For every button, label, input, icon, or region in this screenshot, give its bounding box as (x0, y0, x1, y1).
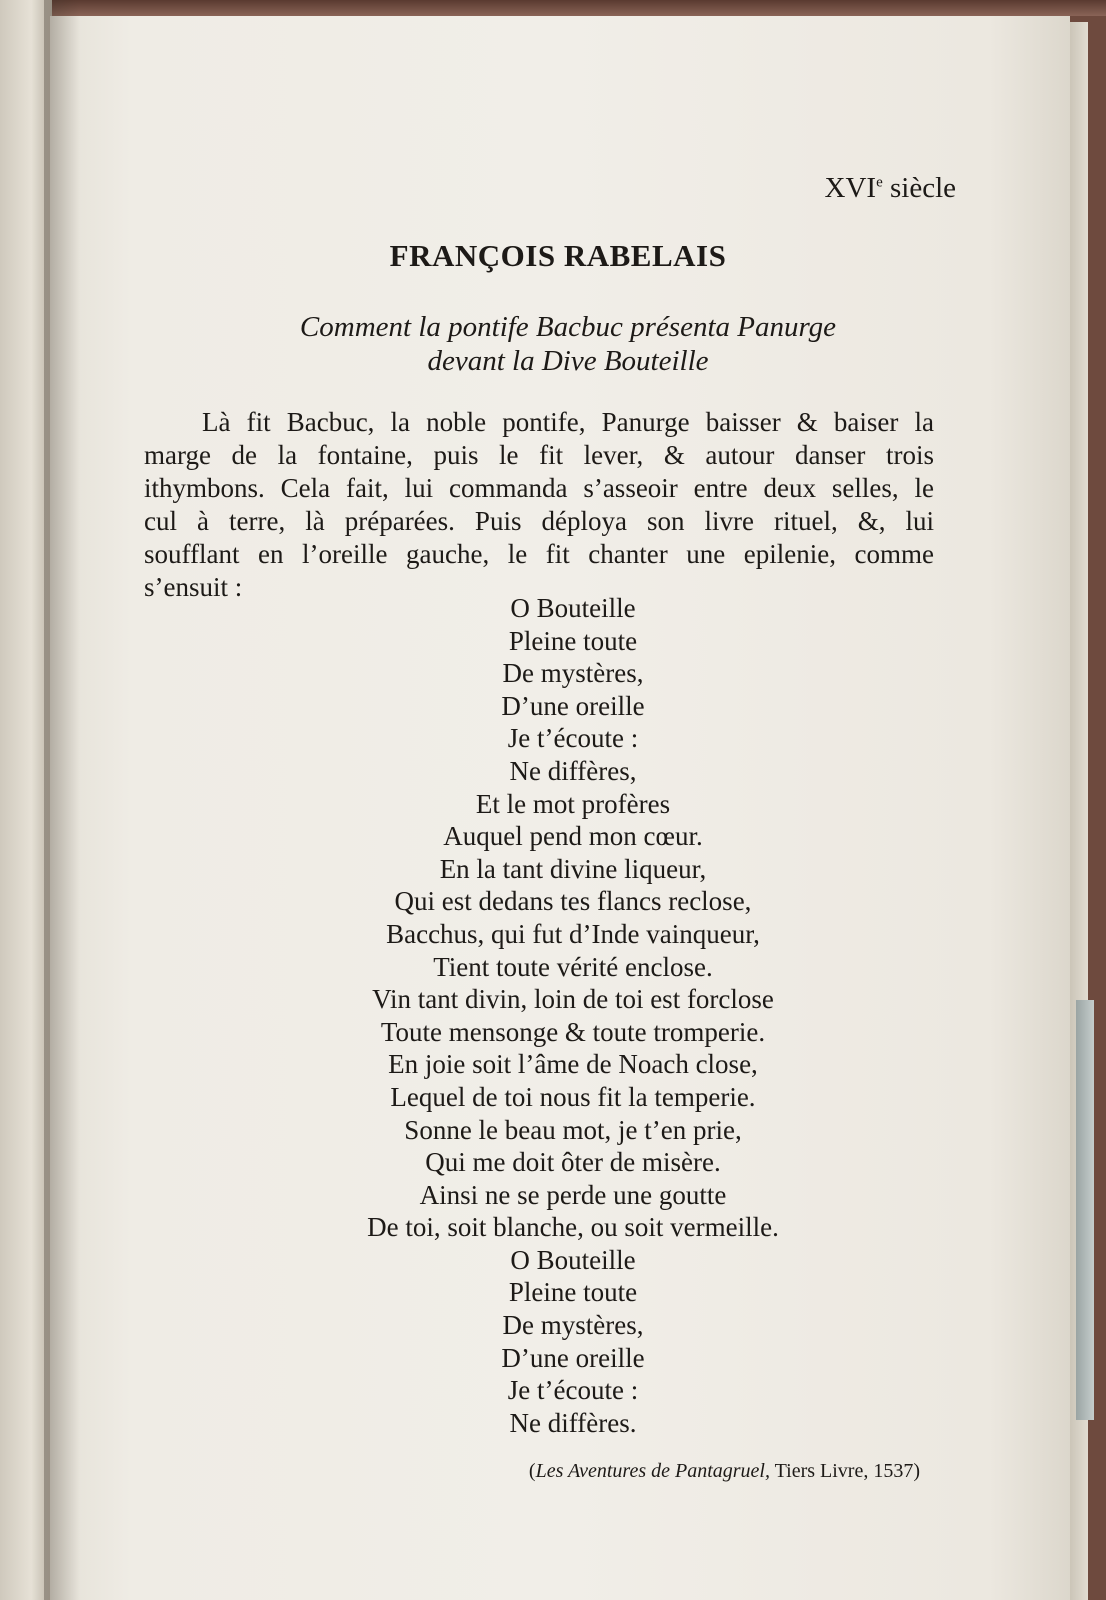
poem-line: Lequel de toi nous fit la temperie. (390, 1081, 756, 1112)
paragraph-line: s’ensuit : (144, 572, 243, 602)
source-citation (529, 1460, 920, 1483)
poem-line: Qui me doit ôter de misère. (425, 1147, 721, 1178)
poem-line: Je t’écoute : (507, 723, 639, 754)
author-title: FRANÇOIS RABELAIS (389, 238, 727, 273)
poem-line: Ne diffères, (509, 755, 637, 786)
century-numeral: XVI (824, 172, 877, 204)
poem-line: En joie soit l’âme de Noach close, (388, 1049, 758, 1080)
century-superscript: e (876, 174, 883, 191)
poem-line: Je t’écoute : (507, 1375, 639, 1406)
book-cover-top (0, 0, 1106, 16)
poem-line: De toi, soit blanche, ou soit vermeille. (367, 1212, 779, 1243)
poem-line: O Bouteille (510, 593, 636, 623)
citation-open-paren: ( (528, 1460, 536, 1482)
century-heading (825, 172, 956, 205)
prose-paragraph (144, 406, 934, 604)
poem-line: D’une oreille (501, 690, 645, 721)
paragraph-line: marge de la fontaine, puis le fit lever, & autour danser trois (144, 440, 934, 470)
chapter-subtitle (0, 310, 1106, 378)
citation-details: Tiers Livre, 1537) (770, 1460, 920, 1482)
paragraph-line: ithymbons. Cela fait, lui commanda s’asseoir entre deux selles, le (144, 473, 934, 503)
paragraph-line: soufflant en l’oreille gauche, le fit chanter une epilenie, comme (144, 539, 934, 569)
poem-line: Auquel pend mon cœur. (443, 821, 703, 852)
subtitle-line: Comment la pontife Bacbuc présenta Panurge (299, 311, 837, 343)
poem-line: Ainsi ne se perde une goutte (419, 1179, 727, 1210)
paragraph-line: cul à terre, là préparées. Puis déploya son livre rituel, &, lui (144, 506, 934, 536)
poem-line: Tient toute vérité enclose. (433, 951, 713, 982)
poem-line: Toute mensonge & toute tromperie. (380, 1016, 766, 1047)
poem-line: O Bouteille (510, 1244, 636, 1275)
poem-line: Qui est dedans tes flancs reclose, (394, 886, 752, 917)
poem-line: Ne diffères. (509, 1407, 637, 1438)
poem-line: Bacchus, qui fut d’Inde vainqueur, (386, 918, 760, 949)
citation-work-title: Les Aventures de Pantagruel, (535, 1460, 770, 1482)
poem-line: En la tant divine liqueur, (439, 853, 707, 884)
poem-line: Vin tant divin, loin de toi est forclose (372, 984, 774, 1015)
subtitle-line: devant la Dive Bouteille (427, 345, 709, 377)
poem-line: De mystères, (502, 658, 644, 689)
poem-line: Pleine toute (508, 1277, 638, 1308)
poem-verses (0, 592, 1106, 1439)
poem-line: D’une oreille (501, 1342, 645, 1373)
century-word: siècle (882, 172, 956, 204)
paragraph-line: Là fit Bacbuc, la noble pontife, Panurge baisser & baiser la (202, 407, 934, 437)
poem-line: Pleine toute (508, 625, 638, 656)
poem-line: Sonne le beau mot, je t’en prie, (404, 1114, 742, 1145)
poem-line: De mystères, (502, 1310, 644, 1341)
poem-line: Et le mot profères (475, 788, 671, 819)
